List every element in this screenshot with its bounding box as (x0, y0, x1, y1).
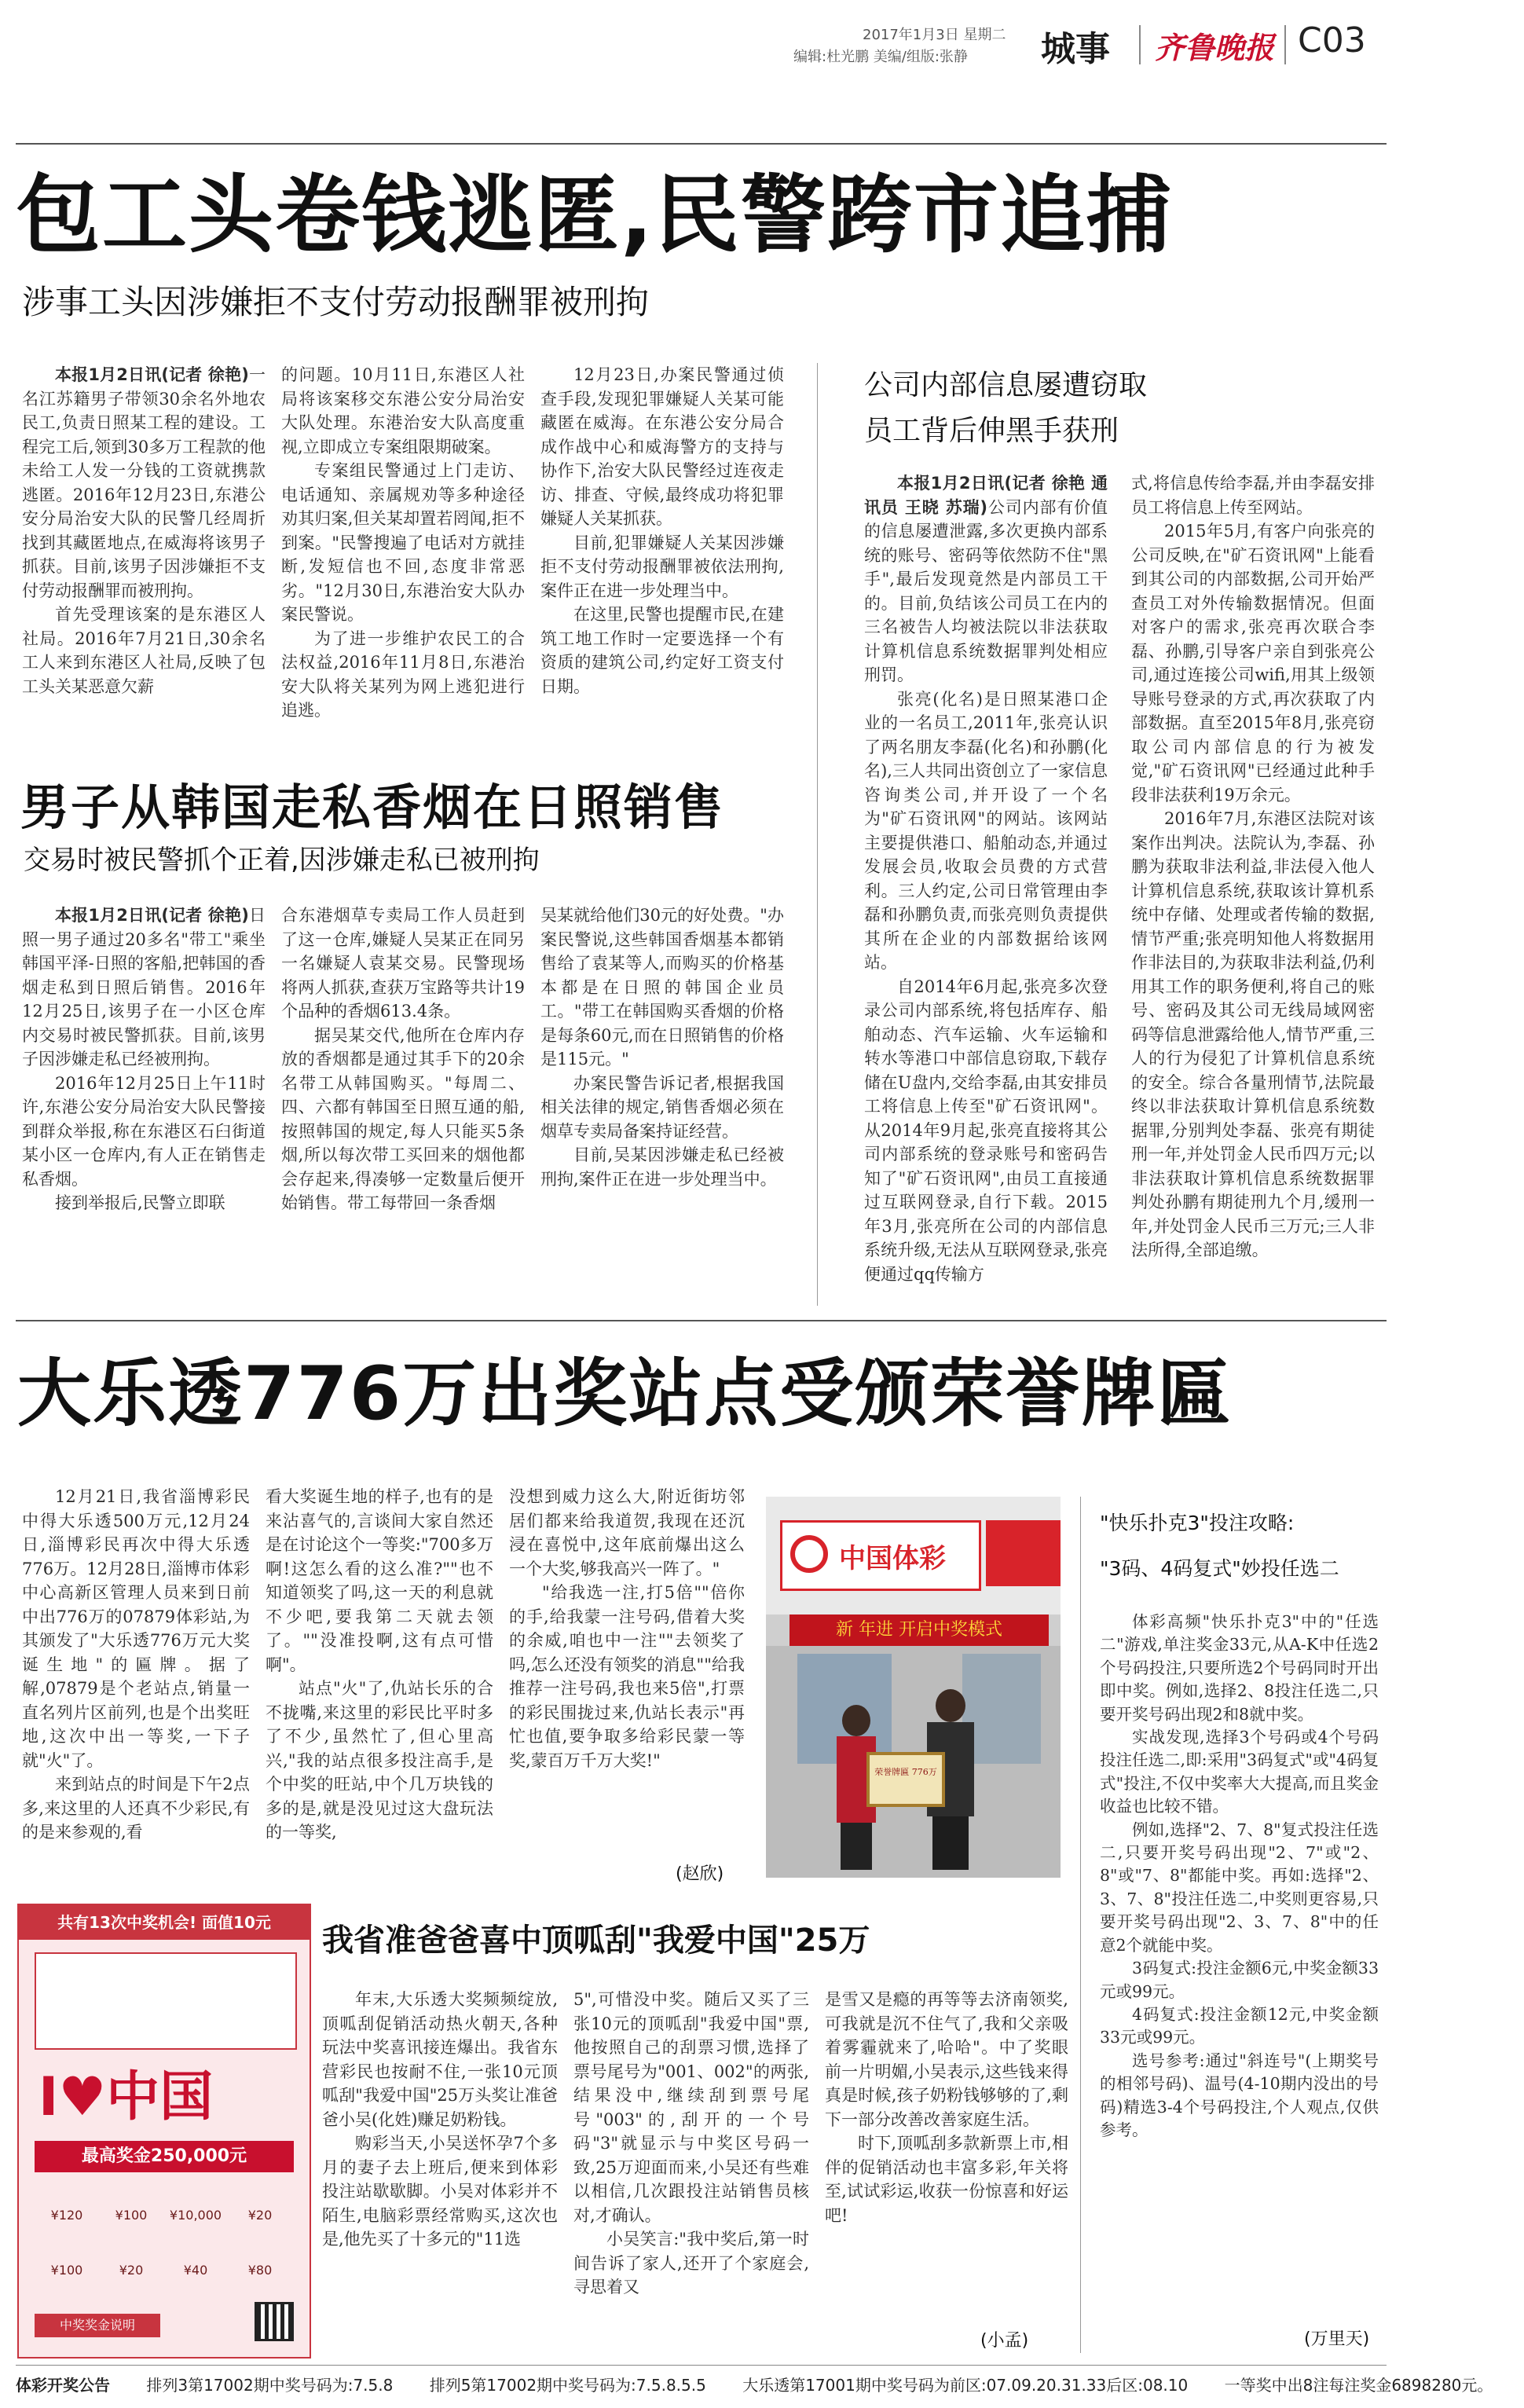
lottery-ticket (17, 1904, 311, 2359)
ticket-love-china: I♥中国 (38, 2066, 214, 2128)
article5-column-2: 5",可惜没中奖。随后又买了三张10元的顶呱刮"我爱中国"票,他按照自己的刮票习惯,选择了票号尾号为"001、002"的两张,结果没中,继续刮到票号尾号"003"的,刮开的一个号码"3"就显示与中奖区号码一致,25万迎面而来,小吴还有些难以相信,几次跟投注站销售员核对,才确认。 小吴笑言:"我中奖后,第一时间告诉了家人,还开了个家庭会,寻思着又 (573, 1990, 809, 2296)
ticket-prize-grid (35, 2188, 294, 2298)
article2-subheadline: 交易时被民警抓个正着,因涉嫌走私已被刑拘 (24, 845, 540, 876)
sidebar-author: (万里天) (1304, 2329, 1370, 2349)
article5-author: (小孟) (980, 2331, 1029, 2351)
article2-headline: 男子从韩国走私香烟在日照销售 (20, 779, 725, 836)
honor-plaque: 荣誉牌匾 776万 (866, 1752, 945, 1807)
section-name: 城事 (1041, 29, 1110, 69)
article1-subheadline: 涉事工头因涉嫌拒不支付劳动报酬罪被刑拘 (22, 283, 650, 321)
masthead-divider (1139, 25, 1141, 64)
page-number: C03 (1298, 20, 1366, 60)
editors-credit: 编辑:杜光鹏 美编/组版:张静 (793, 49, 968, 65)
masthead-divider-2 (1284, 25, 1286, 64)
article4-column-2: 看大奖诞生地的样子,也有的是来沾喜气的,言谈间大家自然还是在讨论这个一等奖:"700多万啊!这怎么看的这么准?""也不知道领奖了吗,这一天的利息就不少吧,要我第二天就去领了。""没准投啊,这有点可惜啊"。 站点"火"了,仇站长乐的合不拢嘴,来这里的彩民比平时多了不少,虽然忙了,但心里高兴,"我的站点很多投注高手,是个中奖的旺站,中个几万块钱的多的是,就是没见过这大盘玩法的一等奖, (266, 1487, 493, 1842)
article2-column-1: 本报1月2日讯(记者 徐艳)日照一男子通过20多名"带工"乘坐韩国平泽-日照的客船,把韩国的香烟走私到日照后销售。2016年12月25日,该男子在一小区仓库内交易时被民警抓获。目前,该男子因涉嫌走私已经被刑拘。 2016年12月25日上午11时许,东港公安分局治安大队民警接到群众举报,称在东港区石臼街道某小区一仓库内,有人正在销售走私香烟。 接到举报后,民警立即联 (22, 906, 266, 1212)
footer-result-2: 排列5第17002期中奖号码为:7.5.8.5.5 (429, 2376, 706, 2395)
article2-column-2: 合东港烟草专卖局工作人员赶到了这一仓库,嫌疑人吴某正在同另一名嫌疑人袁某交易。民警现场将两人抓获,查获万宝路等共计19个品种的香烟613.4条。 据吴某交代,他所在仓库内存放的香烟都是通过其手下的20余名带工从韩国购买。"每周二、四、六都有韩国至日照互通的船,按照韩国的规定,每人只能买5条烟,所以每次带工买回来的烟他都会存起来,得凑够一定数量后便开始销售。带工每带回一条香烟 (281, 906, 525, 1212)
article3-column-1: 本报1月2日讯(记者 徐艳 通讯员 王晓 苏瑞)公司内部有价值的信息屡遭泄露,多次更换内部系统的账号、密码等依然防不住"黑手",最后发现竟然是内部员工干的。目前,负结该公司员工在内的三名被告人均被法院以非法获取计算机信息系统数据罪判处相应刑罚。 张亮(化名)是日照某港口企业的一名员工,2011年,张亮认识了两名朋友李磊(化名)和孙鹏(化名),三人共同出资创立了一家信息咨询类公司,并开设了一个名为"矿石资讯网"的网站。该网站主要提供港口、船舶动态,并通过发展会员,收取会员费的方式营利。三人约定,公司日常管理由李磊和孙鹏负责,而张亮则负责提供其所在企业的内部数据给该网站。 自2014年6月起,张亮多次登录公司内部系统,将包括库存、船舶动态、汽车运输、火车运输和转水等港口中部信息窃取,下载存储在U盘内,交给李磊,由其安排员工将信息上传至"矿石资讯网"。从2014年9月起,张亮直接将其公司内部系统的登录账号和密码告知了"矿石资讯网",由员工直接通过互联网登录,自行下载。2015年3月,张亮所在公司的内部信息系统升级,无法从互联网登录,张亮便通过qq传输方 (864, 474, 1108, 1284)
ticket-footer: 中奖奖金说明 (35, 2314, 160, 2337)
article2-byline: 本报1月2日讯(记者 徐艳) (55, 906, 249, 925)
ticket-header: 共有13次中奖机会! 面值10元 (19, 1905, 310, 1940)
ticket-prize: ¥100 (50, 2263, 83, 2278)
article3-left-rule (817, 363, 818, 1306)
ticket-prize: ¥10,000 (169, 2208, 222, 2223)
ticket-prize: ¥20 (247, 2208, 273, 2223)
qr-code-icon (255, 2302, 294, 2341)
footer-label: 体彩开奖公告 (16, 2376, 110, 2395)
article1-column-1: 本报1月2日讯(记者 徐艳)一名江苏籍男子带领30余名外地农民工,负责日照某工程的建设。工程完工后,领到30多万工程款的他未给工人发一分钱的工资就携款逃匿。2016年12月23日,东港公安分局治安大队的民警几经周折找到其藏匿地点,在威海将该男子抓获。目前,该男子因涉嫌拒不支付劳动报酬罪而被刑拘。 首先受理该案的是东港区人社局。2016年7月21日,30余名工人来到东港区人社局,反映了包工头关某恶意欠薪 (22, 365, 266, 696)
newspaper-logo: 齐鲁晚报 (1155, 30, 1275, 65)
lottery-results-bar (16, 2373, 1493, 2399)
ticket-top-prize: 最高奖金250,000元 (35, 2141, 294, 2172)
article1-column-3: 12月23日,办案民警通过侦查手段,发现犯罪嫌疑人关某可能藏匿在威海。在东港公安分局合成作战中心和威海警方的支持与协作下,治安大队民警经过连夜走访、排查、守候,最终成功将犯罪嫌疑人关某抓获。 目前,犯罪嫌疑人关某因涉嫌拒不支付劳动报酬罪被依法刑拘,案件正在进一步处理当中。 在这里,民警也提醒市民,在建筑工地工作时一定要选择一个有资质的建筑公司,约定好工资支付日期。 (540, 365, 784, 696)
article4-column-1: 12月21日,我省淄博彩民中得大乐透500万元,12月24日,淄博彩民再次中得大乐透776万。12月28日,淄博市体彩中心高新区管理人员来到日前中出776万的07879体彩站,为其颁发了"大乐透776万元大奖诞生地"的匾牌。据了解,07879是个老站点,销量一直名列片区前列,也是个出奖旺地,这次中出一等奖,一下子就"火"了。 来到站点的时间是下午2点多,来这里的人还真不少彩民,有的是来参观的,看 (22, 1487, 250, 1842)
article1-headline: 包工头卷钱逃匿,民警跨市追捕 (16, 167, 1174, 265)
footer-rule (16, 2365, 1387, 2366)
article4-column-3: 没想到威力这么大,附近街坊邻居们都来给我道贺,我现在还沉浸在喜悦中,这年底前爆出这么一个大奖,够我高兴一阵了。" "给我选一注,打5倍""倍你的手,给我蒙一注号码,借着大奖的余威,咱也中一注""去领奖了吗,怎么还没有领奖的消息""给我推荐一注号码,我也来5倍",打票的彩民围拢过来,仇站长表示"再忙也值,要争取多给彩民蒙一等奖,蒙百万千万大奖!" (509, 1487, 745, 1770)
article5-headline: 我省准爸爸喜中顶呱刮"我爱中国"25万 (322, 1922, 870, 1959)
ticket-prize: ¥120 (50, 2208, 83, 2223)
award-photo (766, 1497, 1061, 1878)
section-rule-mid (16, 1320, 1387, 1321)
article2-column-3: 吴某就给他们30元的好处费。"办案民警说,这些韩国香烟基本都销售给了袁某等人,而购买的价格基本都是在日照的韩国企业员工。"带工在韩国购买香烟的价格是每条60元,而在日照销售的价格是115元。" 办案民警告诉记者,根据我国相关法律的规定,销售香烟必须在烟草专卖局备案持证经营。 目前,吴某因涉嫌走私已经被刑拘,案件正在进一步处理当中。 (540, 906, 784, 1189)
masthead-rule (16, 143, 1387, 145)
ticket-prize: ¥80 (247, 2263, 273, 2278)
promo-banner: 新 年进 开启中奖模式 (789, 1614, 1049, 1646)
article4-author: (赵欣) (676, 1864, 724, 1884)
article3-headline: 公司内部信息屡遭窃取 员工背后伸黑手获刑 (864, 369, 1148, 447)
article3-column-2: 式,将信息传给李磊,并由李磊安排员工将信息上传至网站。 2015年5月,有客户向张亮的公司反映,在"矿石资讯网"上能看到其公司的内部数据,公司开始严查员工对外传输数据情况。但面对客户的需求,张亮再次联合李磊、孙鹏,引导客户亲自到张亮公司,通过连接公司wifi,用其上级领导账号登录的方式,再次获取了内部数据。直至2015年8月,张亮窃取公司内部信息的行为被发觉,"矿石资讯网"已经通过此种手段非法获利19万余元。 2016年7月,东港区法院对该案作出判决。法院认为,李磊、孙鹏为获取非法利益,非法侵入他人计算机信息系统,获取该计算机系统中存储、处理或者传输的数据,情节严重;张亮明知他人将数据用作非法目的,为获取非法利益,仍利用其工作的职务便利,将自己的账号、密码及其公司无线局域网密码等信息泄露给他人,情节严重,三人的行为侵犯了计算机信息系统的安全。综合各量刑情节,法院最终以非法获取计算机信息系统数据罪,分别判处李磊、张亮有期徒刑一年,并处罚金人民币四万元;以非法获取计算机信息系统数据罪判处孙鹏有期徒刑九个月,缓刑一年,并处罚金人民币三万元;三人非法所得,全部追缴。 (1131, 474, 1375, 1259)
ticket-prize: ¥20 (119, 2263, 144, 2278)
lottery-logo-icon (790, 1535, 828, 1573)
sidebar-title: "快乐扑克3"投注攻略: "3码、4码复式"妙投任选二 (1100, 1512, 1339, 1580)
footer-result-1: 排列3第17002期中奖号码为:7.5.8 (146, 2376, 394, 2395)
article4-headline: 大乐透776万出奖站点受颁荣誉牌匾 (17, 1351, 1233, 1437)
sidebar-left-rule (1080, 1497, 1081, 2353)
footer-result-4: 一等奖中出8注每注奖金6898280元。 (1224, 2376, 1493, 2395)
heart-icon: ♥ (58, 2066, 107, 2128)
store-sign: 中国体彩 (780, 1520, 981, 1591)
issue-date: 2017年1月3日 星期二 (863, 27, 1006, 43)
article1-byline: 本报1月2日讯(记者 徐艳) (55, 365, 249, 384)
article5-column-1: 年末,大乐透大奖频频绽放,顶呱刮促销活动热火朝天,各种玩法中奖喜讯接连爆出。我省东营彩民也按耐不住,一张10元顶呱刮"我爱中国"25万头奖让准爸爸小吴(化姓)赚足奶粉钱。 购彩当天,小吴送怀孕7个多月的妻子去上班后,便来到体彩投注站歇歇脚。小吴对体彩并不陌生,电脑彩票经常购买,这次也是,他先买了十多元的"11选 (322, 1990, 558, 2249)
article5-column-3: 是雪又是瘾的再等等去济南领奖,可我就是沉不住气了,我和父亲吸着雾霾就来了,哈哈"。中了奖眼前一片明媚,小吴表示,这些钱来得真是时候,孩子奶粉钱够够的了,剩下一部分改善改善家庭生活。 时下,顶呱刮多款新票上市,相伴的促销活动也丰富多彩,年关将至,试试彩运,收获一份惊喜和好运吧! (825, 1990, 1068, 2225)
footer-result-3: 大乐透第17001期中奖号码为前区:07.09.20.31.33后区:08.10 (742, 2376, 1189, 2395)
article1-column-2: 的问题。10月11日,东港区人社局将该案移交东港公安分局治安大队处理。东港治安大队高度重视,立即成立专案组限期破案。 专案组民警通过上门走访、电话通知、亲属规劝等多种途径劝其归案,但关某却置若罔闻,拒不到案。"民警搜遍了电话对方就挂断,发短信也不回,态度非常恶劣。"12月30日,东港治安大队办案民警说。 为了进一步维护农民工的合法权益,2016年11月8日,东港治安大队将关某列为网上逃犯进行追逃。 (281, 365, 525, 720)
sidebar-body: 体彩高频"快乐扑克3"中的"任选二"游戏,单注奖金33元,从A-K中任选2个号码投注,只要所选2个号码同时开出即中奖。例如,选择2、8投注任选二,只要开奖号码出现2和8就中奖。 实战发现,选择3个号码或4个号码投注任选二,即:采用"3码复式"或"4码复式"投注,不仅中奖率大大提高,而且奖金收益也比较不错。 例如,选择"2、7、8"复式投注任选二,只要开奖号码出现"2、7"或"2、8"或"7、8"都能中奖。再如:选择"2、3、7、8"投注任选二,中奖则更容易,只要开奖号码出现"2、3、7、8"中的任意2个就能中奖。 3码复式:投注金额6元,中奖金额33元或99元。 4码复式:投注金额12元,中奖金额33元或99元。 选号参考:通过"斜连号"(上期奖号的相邻号码)、温号(4-10期内没出的号码)精选3-4个号码投注,个人观点,仅供参考。 (1100, 1612, 1379, 2139)
ticket-prize: ¥100 (115, 2208, 148, 2223)
article3-byline: 本报1月2日讯(记者 徐艳 通讯员 王晓 苏瑞) (864, 474, 1108, 517)
ticket-prize: ¥40 (183, 2263, 208, 2278)
